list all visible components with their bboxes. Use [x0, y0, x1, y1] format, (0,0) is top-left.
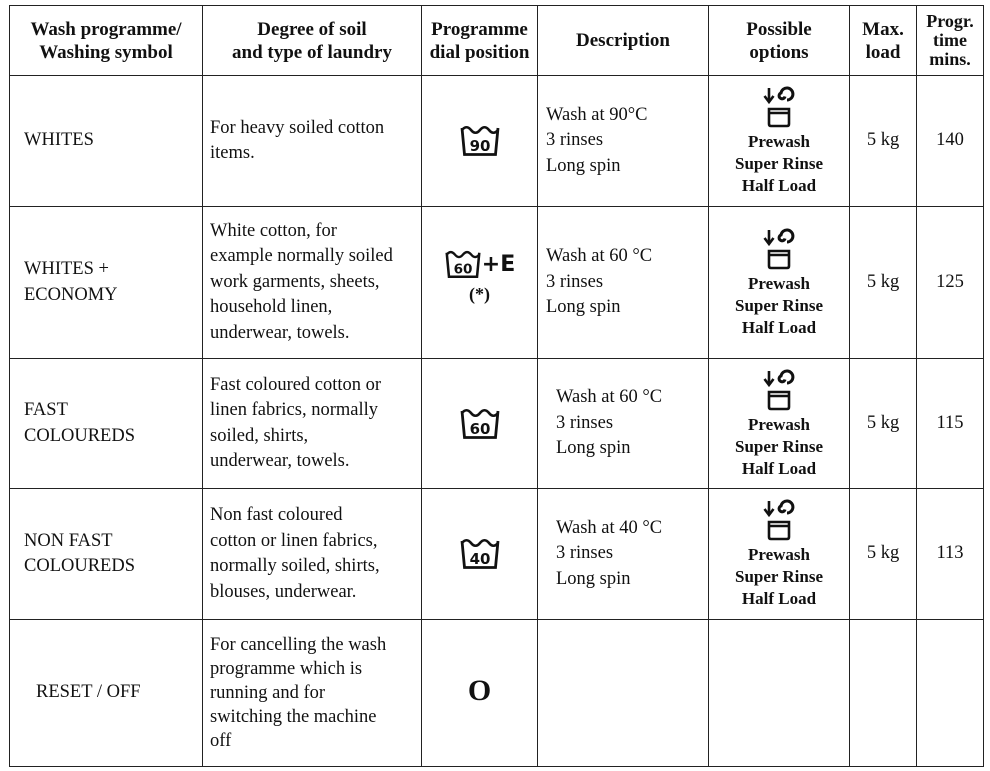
svg-text:90: 90: [469, 137, 490, 155]
programme-time: 140: [917, 76, 984, 207]
dial-position: [422, 489, 538, 620]
wash-tub-icon: [459, 407, 501, 441]
max-load: 5 kg: [850, 489, 917, 620]
programme-name: RESET / OFF: [10, 620, 203, 767]
possible-options: Prewash Super Rinse Half Load: [709, 76, 850, 207]
header-possible-options: Possible options: [709, 6, 850, 76]
soil-description: Fast coloured cotton or linen fabrics, normally soiled, shirts, underwear, towels.: [203, 359, 422, 489]
max-load: [850, 620, 917, 767]
possible-options: [709, 620, 850, 767]
svg-text:60: 60: [453, 261, 473, 278]
programme-description: Wash at 40 °C 3 rinses Long spin: [538, 489, 709, 620]
programme-name: WHITES: [10, 76, 203, 207]
programme-description: Wash at 60 °C 3 rinses Long spin: [538, 359, 709, 489]
wash-tub-icon: [459, 537, 501, 571]
header-description: Description: [538, 6, 709, 76]
prewash-superrinse-icon: [761, 85, 797, 129]
table-row: [10, 76, 984, 207]
programme-time: 113: [917, 489, 984, 620]
wash-tub-icon: [444, 249, 482, 280]
programme-time: [917, 620, 984, 767]
off-symbol: O: [467, 673, 492, 707]
wash-programme-table: [9, 5, 984, 767]
programme-description: [538, 620, 709, 767]
table-row: [10, 489, 984, 620]
max-load: 5 kg: [850, 359, 917, 489]
programme-description: Wash at 90°C 3 rinses Long spin: [538, 76, 709, 207]
dial-position: [422, 620, 538, 767]
prewash-superrinse-icon: [761, 368, 797, 412]
economy-label: +E: [481, 252, 516, 277]
svg-text:60: 60: [469, 419, 490, 438]
possible-options: Prewash Super Rinse Half Load: [709, 359, 850, 489]
max-load: 5 kg: [850, 76, 917, 207]
programme-time: 115: [917, 359, 984, 489]
table-row: [10, 359, 984, 489]
soil-description: Non fast coloured cotton or linen fabrics, normally soiled, shirts, blouses, underwear.: [203, 489, 422, 620]
programme-name: WHITES + ECONOMY: [10, 207, 203, 359]
dial-position: [422, 359, 538, 489]
dial-position: [422, 76, 538, 207]
max-load: 5 kg: [850, 207, 917, 359]
soil-description: White cotton, for example normally soiled work garments, sheets, household linen, underwear, towels.: [203, 207, 422, 359]
programme-time: 125: [917, 207, 984, 359]
wash-tub-icon: [459, 124, 501, 158]
footnote-marker: (*): [469, 284, 490, 305]
table-row: [10, 207, 984, 359]
soil-description: For heavy soiled cotton items.: [203, 76, 422, 207]
programme-name: NON FAST COLOUREDS: [10, 489, 203, 620]
header-dial-position: Programme dial position: [422, 6, 538, 76]
svg-text:40: 40: [469, 550, 490, 568]
prewash-superrinse-icon: [761, 498, 797, 542]
programme-description: Wash at 60 °C 3 rinses Long spin: [538, 207, 709, 359]
dial-position: [422, 207, 538, 359]
table-row: [10, 620, 984, 767]
header-degree-of-soil: Degree of soil and type of laundry: [203, 6, 422, 76]
header-max-load: Max. load: [850, 6, 917, 76]
header-row: [10, 6, 984, 76]
prewash-superrinse-icon: [761, 227, 797, 271]
header-wash-programme: Wash programme/ Washing symbol: [10, 6, 203, 76]
programme-name: FAST COLOUREDS: [10, 359, 203, 489]
possible-options: Prewash Super Rinse Half Load: [709, 207, 850, 359]
soil-description: For cancelling the wash programme which is running and for switching the machine off: [203, 620, 422, 767]
header-programme-time: Progr. time mins.: [917, 6, 984, 76]
possible-options: Prewash Super Rinse Half Load: [709, 489, 850, 620]
